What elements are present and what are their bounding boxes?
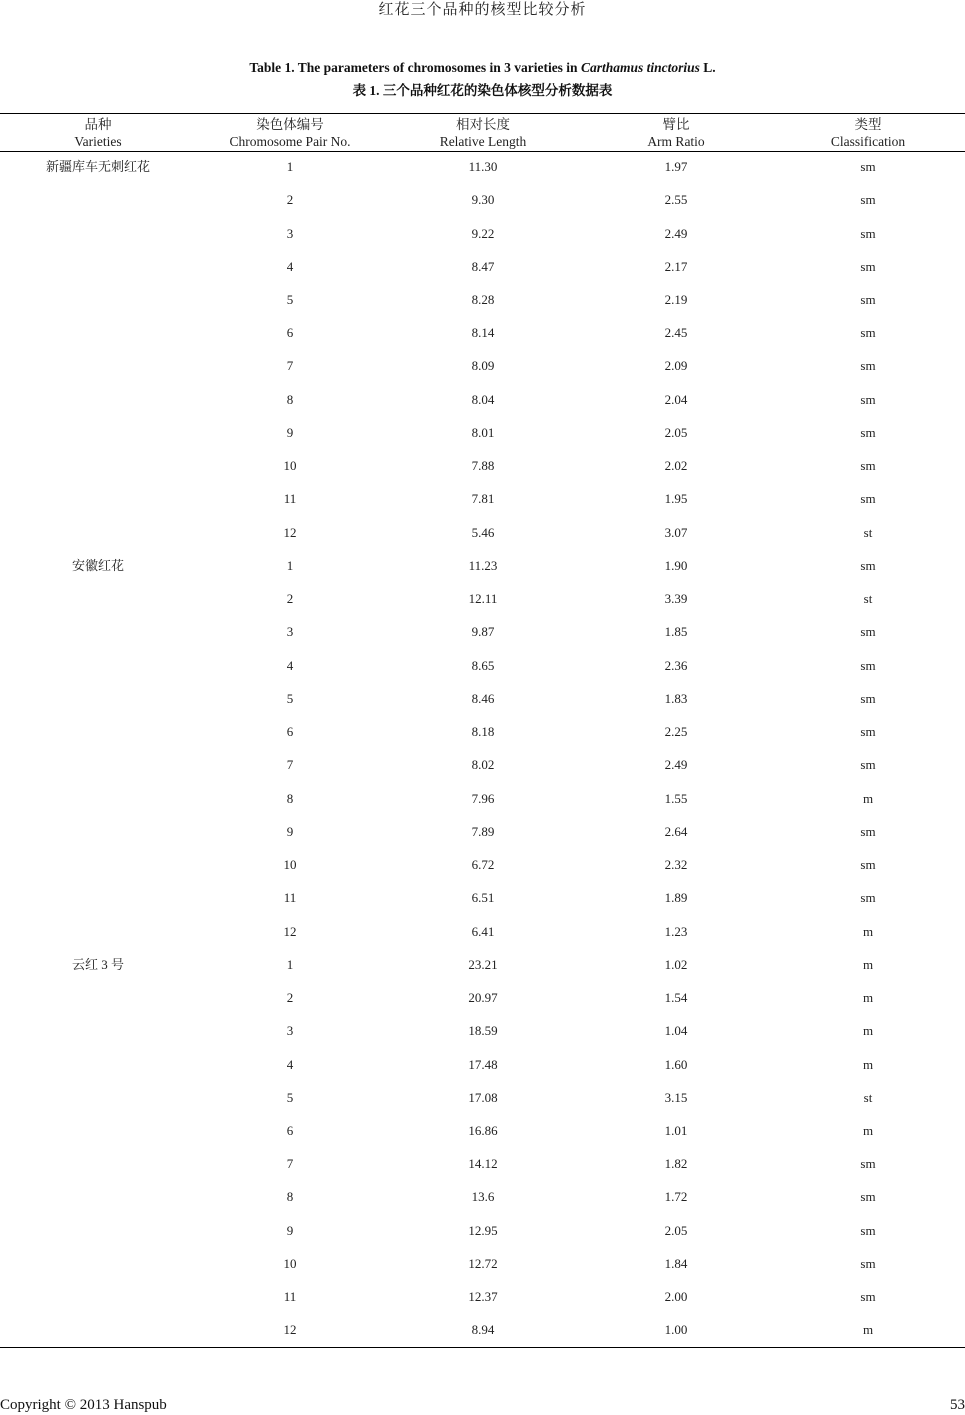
header-chromosome-pair xyxy=(200,116,380,150)
table-row xyxy=(0,988,965,1008)
header-varieties-en: Varieties xyxy=(74,134,122,149)
cell-relative-length: 17.08 xyxy=(468,1089,498,1105)
table-row xyxy=(0,689,965,709)
cell-arm-ratio: 2.02 xyxy=(664,458,688,474)
cell-chromosome-no: 7 xyxy=(286,358,294,374)
table-row xyxy=(0,1021,965,1041)
table-row xyxy=(0,656,965,676)
header-arm-ratio-zh: 臂比 xyxy=(662,117,690,132)
cell-classification: sm xyxy=(860,557,876,573)
cell-chromosome-no: 12 xyxy=(283,923,297,939)
table-row xyxy=(0,290,965,310)
cell-chromosome-no: 3 xyxy=(286,624,294,640)
cell-arm-ratio: 2.49 xyxy=(664,757,688,773)
cell-classification: sm xyxy=(860,724,876,740)
caption-en-species: Carthamus tinctorius xyxy=(580,60,700,75)
cell-relative-length: 8.09 xyxy=(471,358,495,374)
cell-relative-length: 14.12 xyxy=(468,1156,498,1172)
table-row xyxy=(0,1187,965,1207)
table-row xyxy=(0,589,965,609)
header-arm-ratio-en: Arm Ratio xyxy=(647,134,705,149)
table-row xyxy=(0,489,965,509)
table-row xyxy=(0,157,965,177)
cell-relative-length: 9.22 xyxy=(471,225,495,241)
cell-chromosome-no: 8 xyxy=(286,391,294,407)
header-arm-ratio xyxy=(584,116,768,150)
cell-chromosome-no: 1 xyxy=(286,956,294,972)
cell-arm-ratio: 1.04 xyxy=(664,1023,688,1039)
cell-chromosome-no: 4 xyxy=(286,258,294,274)
table-row xyxy=(0,1320,965,1340)
table-row xyxy=(0,922,965,942)
cell-chromosome-no: 9 xyxy=(286,424,294,440)
cell-relative-length: 12.11 xyxy=(468,591,498,607)
cell-classification: m xyxy=(862,956,874,972)
cell-classification: sm xyxy=(860,159,876,174)
cell-chromosome-no: 7 xyxy=(286,757,294,773)
header-varieties xyxy=(0,116,196,150)
cell-arm-ratio: 2.64 xyxy=(664,823,688,839)
cell-classification: sm xyxy=(860,491,876,507)
cell-relative-length: 11.23 xyxy=(468,557,498,573)
cell-arm-ratio: 1.72 xyxy=(664,1189,688,1205)
cell-chromosome-no: 12 xyxy=(283,1322,297,1338)
table-row xyxy=(0,190,965,210)
cell-arm-ratio: 1.23 xyxy=(664,923,688,939)
header-relative-length-en: Relative Length xyxy=(439,134,527,149)
cell-classification: m xyxy=(862,1123,874,1138)
cell-classification: m xyxy=(862,1023,874,1039)
table-row xyxy=(0,855,965,875)
table-row xyxy=(0,1254,965,1274)
cell-relative-length: 6.72 xyxy=(471,857,495,872)
cell-chromosome-no: 10 xyxy=(283,1255,297,1271)
table-row xyxy=(0,888,965,908)
footer-copyright: Copyright © 2013 Hanspub xyxy=(0,1397,167,1413)
cell-classification: m xyxy=(862,990,874,1005)
cell-classification: sm xyxy=(860,325,876,341)
cell-classification: sm xyxy=(860,624,876,640)
cell-chromosome-no: 6 xyxy=(286,325,294,341)
cell-classification: sm xyxy=(860,890,876,906)
header-relative-length-zh: 相对长度 xyxy=(456,117,510,132)
cell-arm-ratio: 1.54 xyxy=(664,990,688,1005)
cell-arm-ratio: 1.00 xyxy=(664,1322,688,1338)
cell-arm-ratio: 1.89 xyxy=(664,890,688,906)
table-row xyxy=(0,1287,965,1307)
table-row xyxy=(0,1088,965,1108)
cell-relative-length: 8.65 xyxy=(471,657,495,673)
cell-relative-length: 13.6 xyxy=(471,1189,495,1205)
cell-classification: m xyxy=(862,790,874,806)
cell-chromosome-no: 11 xyxy=(283,1289,297,1305)
cell-classification: sm xyxy=(860,857,876,872)
table-row xyxy=(0,390,965,410)
cell-arm-ratio: 2.19 xyxy=(664,292,688,307)
cell-variety: 安徽红花 xyxy=(71,557,124,573)
cell-chromosome-no: 2 xyxy=(286,192,294,208)
cell-relative-length: 23.21 xyxy=(468,956,498,972)
cell-chromosome-no: 4 xyxy=(286,1056,294,1072)
cell-relative-length: 12.37 xyxy=(468,1289,498,1305)
table-row xyxy=(0,556,965,576)
cell-arm-ratio: 2.09 xyxy=(664,358,688,374)
cell-arm-ratio: 1.01 xyxy=(664,1123,688,1138)
table-row xyxy=(0,423,965,443)
table-row xyxy=(0,456,965,476)
cell-relative-length: 17.48 xyxy=(468,1056,498,1072)
cell-chromosome-no: 10 xyxy=(283,857,297,872)
cell-relative-length: 8.02 xyxy=(471,757,495,773)
cell-arm-ratio: 2.45 xyxy=(664,325,688,341)
cell-classification: st xyxy=(863,1089,873,1105)
cell-chromosome-no: 4 xyxy=(286,657,294,673)
caption-en-suffix: L. xyxy=(699,60,716,75)
table-row xyxy=(0,1055,965,1075)
cell-relative-length: 8.18 xyxy=(471,724,495,740)
cell-classification: sm xyxy=(860,1156,876,1172)
cell-relative-length: 6.41 xyxy=(471,923,495,939)
header-chromosome-pair-zh: 染色体编号 xyxy=(256,117,324,132)
table-row xyxy=(0,1221,965,1241)
cell-arm-ratio: 1.95 xyxy=(664,491,688,507)
cell-relative-length: 8.01 xyxy=(471,424,495,440)
cell-chromosome-no: 10 xyxy=(283,458,297,474)
table-row xyxy=(0,1121,965,1141)
cell-relative-length: 7.89 xyxy=(471,823,495,839)
table-caption-chinese: 表 1. 三个品种红花的染色体核型分析数据表 xyxy=(352,83,613,98)
cell-relative-length: 8.47 xyxy=(471,258,495,274)
cell-arm-ratio: 2.04 xyxy=(664,391,688,407)
cell-classification: sm xyxy=(860,1189,876,1205)
cell-classification: m xyxy=(862,923,874,939)
page-number: 53 xyxy=(950,1397,965,1413)
header-relative-length xyxy=(390,116,576,150)
cell-relative-length: 7.81 xyxy=(471,491,495,507)
table-caption-english xyxy=(0,60,965,76)
cell-arm-ratio: 2.05 xyxy=(664,1222,688,1238)
cell-arm-ratio: 3.39 xyxy=(664,591,688,607)
cell-chromosome-no: 6 xyxy=(286,1123,294,1138)
table-top-rule xyxy=(0,113,965,114)
header-chromosome-pair-en: Chromosome Pair No. xyxy=(229,134,351,149)
cell-relative-length: 8.94 xyxy=(471,1322,495,1338)
cell-relative-length: 7.96 xyxy=(471,790,495,806)
header-classification-en: Classification xyxy=(830,134,906,149)
cell-chromosome-no: 1 xyxy=(286,159,294,174)
cell-arm-ratio: 2.00 xyxy=(664,1289,688,1305)
cell-classification: sm xyxy=(860,823,876,839)
cell-chromosome-no: 1 xyxy=(286,557,294,573)
cell-classification: sm xyxy=(860,757,876,773)
cell-chromosome-no: 3 xyxy=(286,1023,294,1039)
cell-arm-ratio: 1.82 xyxy=(664,1156,688,1172)
cell-variety: 云红 3 号 xyxy=(71,956,124,972)
cell-relative-length: 18.59 xyxy=(468,1023,498,1039)
cell-relative-length: 7.88 xyxy=(471,458,495,474)
cell-relative-length: 16.86 xyxy=(468,1123,498,1138)
cell-relative-length: 5.46 xyxy=(471,524,495,540)
caption-en-prefix: Table 1. The parameters of chromosomes in 3 varieties in xyxy=(249,60,581,75)
table-bottom-rule xyxy=(0,1347,965,1348)
cell-chromosome-no: 5 xyxy=(286,292,294,307)
cell-classification: sm xyxy=(860,391,876,407)
cell-chromosome-no: 3 xyxy=(286,225,294,241)
cell-classification: sm xyxy=(860,690,876,706)
cell-chromosome-no: 8 xyxy=(286,1189,294,1205)
cell-chromosome-no: 6 xyxy=(286,724,294,740)
table-row xyxy=(0,822,965,842)
cell-classification: sm xyxy=(860,1255,876,1271)
cell-relative-length: 8.46 xyxy=(471,690,495,706)
cell-relative-length: 12.95 xyxy=(468,1222,498,1238)
table-row xyxy=(0,257,965,277)
cell-classification: sm xyxy=(860,258,876,274)
cell-chromosome-no: 2 xyxy=(286,990,294,1005)
header-varieties-zh: 品种 xyxy=(84,117,112,132)
table-header-rule xyxy=(0,151,965,152)
cell-variety: 新疆库车无刺红花 xyxy=(45,159,150,174)
cell-classification: sm xyxy=(860,1289,876,1305)
cell-classification: sm xyxy=(860,657,876,673)
cell-chromosome-no: 11 xyxy=(283,491,297,507)
cell-relative-length: 8.04 xyxy=(471,391,495,407)
table-row xyxy=(0,789,965,809)
cell-arm-ratio: 2.49 xyxy=(664,225,688,241)
cell-arm-ratio: 2.17 xyxy=(664,258,688,274)
cell-arm-ratio: 1.85 xyxy=(664,624,688,640)
cell-classification: sm xyxy=(860,192,876,208)
cell-classification: st xyxy=(863,591,873,607)
cell-arm-ratio: 1.83 xyxy=(664,690,688,706)
table-row xyxy=(0,722,965,742)
cell-chromosome-no: 2 xyxy=(286,591,294,607)
cell-arm-ratio: 3.15 xyxy=(664,1089,688,1105)
cell-classification: sm xyxy=(860,225,876,241)
cell-arm-ratio: 1.55 xyxy=(664,790,688,806)
cell-classification: sm xyxy=(860,424,876,440)
cell-relative-length: 8.28 xyxy=(471,292,495,307)
cell-relative-length: 9.87 xyxy=(471,624,495,640)
cell-arm-ratio: 2.32 xyxy=(664,857,688,872)
table-row xyxy=(0,955,965,975)
cell-relative-length: 11.30 xyxy=(468,159,498,174)
cell-chromosome-no: 5 xyxy=(286,1089,294,1105)
cell-chromosome-no: 11 xyxy=(283,890,297,906)
cell-arm-ratio: 2.05 xyxy=(664,424,688,440)
header-classification xyxy=(775,116,961,150)
table-row xyxy=(0,323,965,343)
cell-arm-ratio: 2.25 xyxy=(664,724,688,740)
running-head: 红花三个品种的核型比较分析 xyxy=(378,2,587,18)
cell-arm-ratio: 1.84 xyxy=(664,1255,688,1271)
cell-chromosome-no: 9 xyxy=(286,823,294,839)
header-classification-zh: 类型 xyxy=(854,117,882,132)
cell-classification: m xyxy=(862,1322,874,1338)
cell-chromosome-no: 5 xyxy=(286,690,294,706)
cell-chromosome-no: 9 xyxy=(286,1222,294,1238)
cell-classification: sm xyxy=(860,1222,876,1238)
cell-relative-length: 8.14 xyxy=(471,325,495,341)
table-row xyxy=(0,523,965,543)
cell-chromosome-no: 8 xyxy=(286,790,294,806)
table-row xyxy=(0,755,965,775)
cell-arm-ratio: 1.90 xyxy=(664,557,688,573)
cell-arm-ratio: 1.60 xyxy=(664,1056,688,1072)
cell-classification: sm xyxy=(860,358,876,374)
table-row xyxy=(0,224,965,244)
cell-arm-ratio: 1.02 xyxy=(664,956,688,972)
cell-classification: st xyxy=(863,524,873,540)
cell-classification: sm xyxy=(860,292,876,307)
cell-arm-ratio: 2.36 xyxy=(664,657,688,673)
cell-arm-ratio: 1.97 xyxy=(664,159,688,174)
table-row xyxy=(0,1154,965,1174)
table-row xyxy=(0,622,965,642)
cell-chromosome-no: 7 xyxy=(286,1156,294,1172)
cell-classification: m xyxy=(862,1056,874,1072)
cell-relative-length: 12.72 xyxy=(468,1255,498,1271)
cell-arm-ratio: 3.07 xyxy=(664,524,688,540)
table-row xyxy=(0,356,965,376)
cell-relative-length: 6.51 xyxy=(471,890,495,906)
cell-arm-ratio: 2.55 xyxy=(664,192,688,208)
cell-classification: sm xyxy=(860,458,876,474)
cell-chromosome-no: 12 xyxy=(283,524,297,540)
cell-relative-length: 9.30 xyxy=(471,192,495,208)
cell-relative-length: 20.97 xyxy=(468,990,498,1005)
